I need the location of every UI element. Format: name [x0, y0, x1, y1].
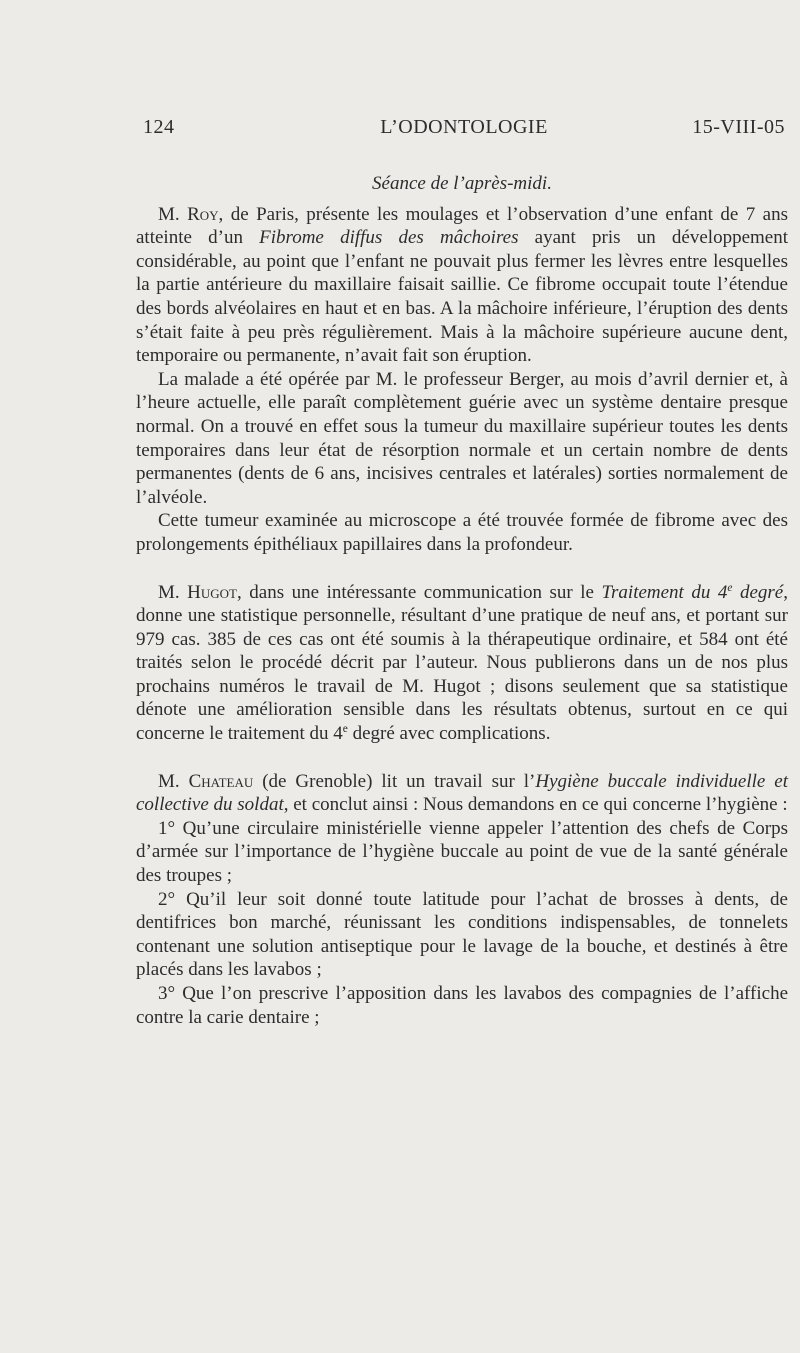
chateau-lead: M.: [158, 770, 189, 792]
chateau-text-1: (de Grenoble) lit un travail sur l’: [253, 770, 536, 792]
hugot-title-sup: e: [727, 581, 733, 594]
chateau-text-2: , et conclut ainsi : Nous demandons en ce qui concerne l’hygiène :: [283, 794, 788, 816]
chateau-title: Hygiène buccale individuelle et collective du soldat: [136, 770, 788, 816]
speaker-name-roy: Roy: [187, 203, 219, 225]
hugot-lead: M.: [158, 581, 188, 603]
hugot-title-a: Traitement du 4: [601, 581, 728, 603]
hugot-title-b: degré: [732, 581, 784, 603]
journal-title: L’ODONTOLOGIE: [380, 116, 548, 138]
section-spacer-2: [136, 746, 788, 770]
session-title: Séance de l’après-midi.: [372, 173, 552, 194]
roy-text-1: , de Paris, présente les moulages et l’observation d’une enfant de 7 ans atteinte d’un: [136, 203, 788, 249]
roy-paragraph-1: [136, 203, 788, 368]
hugot-text-3: degré avec complications.: [347, 723, 551, 745]
chateau-item-2: 2° Qu’il leur soit donné toute latitude pour l’achat de brosses à dents, de dentifrices bon marché, réunissant les conditions indispensables, de tonnelets contenant une solution antiseptique pour le lavage de la bouche, et destinés à être placés dans les lavabos ;: [136, 888, 788, 981]
hugot-title: [602, 582, 784, 603]
page-number: 124: [143, 116, 175, 138]
roy-paragraph-3: Cette tumeur examinée au microscope a été trouvée formée de fibrome avec des prolongements épithéliaux papillaires dans la profondeur.: [136, 510, 788, 555]
body-text: [136, 172, 788, 1029]
hugot-text-1: , dans une intéressante communication sur le: [237, 581, 602, 603]
chateau-item-1: 1° Qu’une circulaire ministérielle vienne appeler l’attention des chefs de Corps d’armée sur l’importance de l’hygiène buccale au point de vue de la santé générale des troupes ;: [136, 817, 788, 887]
issue-date: 15-VIII-05: [692, 116, 785, 138]
section-spacer: [136, 557, 788, 581]
hugot-text-2: , donne une statistique personnelle, résultant d’une pratique de neuf ans, et portant sur 979 cas. 385 de ces cas ont été soumis à la thérapeutique ordinaire, et 584 ont été traités selon le procédé décrit par l’auteur. Nous publierons dans un de nos plus prochains numéros le travail de M. Hugot ; disons seulement que sa statistique dénote une amélioration sensible dans les résultats obtenus, surtout en ce qui concerne le traitement du 4: [136, 581, 788, 745]
hugot-text-sup: e: [342, 723, 348, 736]
hugot-paragraph: [136, 581, 788, 746]
chateau-item-3: 3° Que l’on prescrive l’apposition dans les lavabos des compagnies de l’affiche contre la carie dentaire ;: [136, 983, 788, 1028]
chateau-paragraph: [136, 770, 788, 817]
roy-paragraph-2: La malade a été opérée par M. le professeur Berger, au mois d’avril dernier et, à l’heure actuelle, elle paraît complètement guérie avec un système dentaire presque normal. On a trouvé en effet sous la tumeur du maxillaire supérieur toutes les dents temporaires dans leur état de résorption normale et un certain nombre de dents permanentes (dents de 6 ans, incisives centrales et latérales) sorties normalement de l’alvéole.: [136, 368, 788, 508]
roy-text-2: ayant pris un développement considérable, au point que l’enfant ne pouvait plus fermer les lèvres entre lesquelles la partie antérieure du maxillaire faisait saillie. Ce fibrome occupait toute l’étendue des bords alvéolaires en haut et en bas. A la mâchoire inférieure, l’éruption des dents s’était faite à peu près régulièrement. Mais à la mâchoire supérieure aucune dent, temporaire ou permanente, n’avait fait son éruption.: [136, 227, 788, 367]
speaker-name-hugot: Hugot: [187, 581, 237, 603]
speaker-name-chateau: Chateau: [188, 770, 254, 792]
roy-lead: M.: [158, 203, 188, 225]
roy-presentation-title: Fibrome diffus des mâchoires: [259, 227, 519, 249]
running-header: [143, 116, 785, 146]
